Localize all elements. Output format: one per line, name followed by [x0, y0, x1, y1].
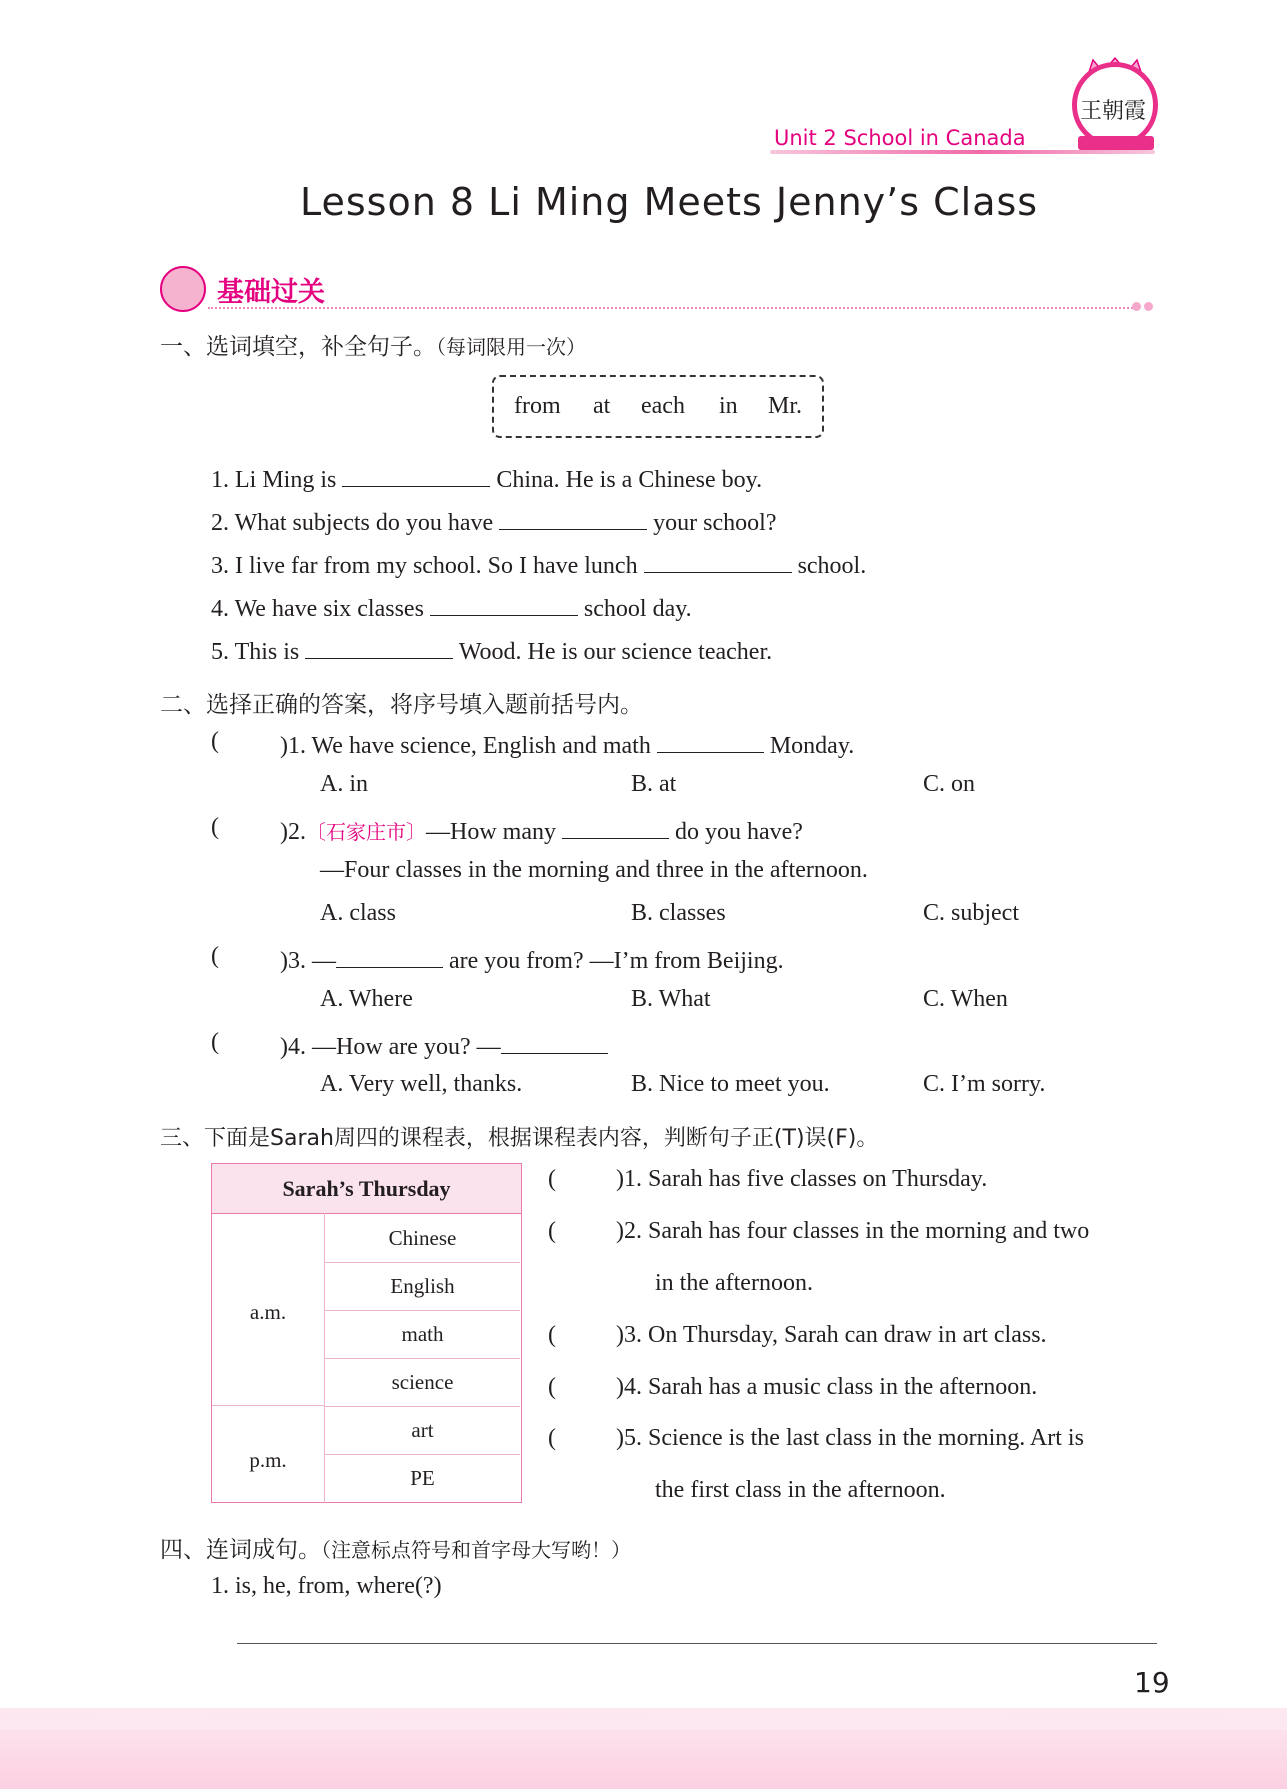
girl-avatar-icon	[160, 266, 206, 312]
option[interactable]: B. What	[631, 986, 711, 1012]
timetable-cell: science	[325, 1358, 520, 1407]
tf-statement: )4. Sarah has a music class in the afternoon.	[616, 1374, 1038, 1400]
option[interactable]: C. When	[923, 986, 1008, 1012]
answer-paren[interactable]: (	[548, 1218, 556, 1244]
timetable-heading: Sarah’s Thursday	[212, 1164, 521, 1214]
q1-item: 2. What subjects do you have your school?	[211, 505, 776, 537]
tf-statement-cont: the first class in the afternoon.	[655, 1477, 946, 1503]
answer-paren[interactable]: (	[211, 728, 219, 754]
q2-item: )1. We have science, English and math Monday.	[280, 728, 854, 760]
q2-item-line2: —Four classes in the morning and three in the afternoon.	[320, 857, 868, 883]
answer-blank[interactable]	[501, 1029, 608, 1054]
q4-title: 四、连词成句。（注意标点符号和首字母大写哟！）	[160, 1537, 631, 1563]
unit-header: Unit 2 School in Canada	[774, 126, 1026, 150]
period-am: a.m.	[249, 1300, 287, 1324]
timetable-cell: English	[325, 1262, 520, 1311]
q2-item: )4. —How are you? —	[280, 1029, 608, 1061]
q1-title: 一、选词填空，补全句子。（每词限用一次）	[160, 334, 586, 360]
option[interactable]: C. subject	[923, 900, 1019, 926]
q1-item: 4. We have six classes school day.	[211, 591, 692, 623]
option[interactable]: A. Where	[320, 986, 413, 1012]
answer-blank[interactable]	[342, 462, 490, 487]
answer-paren[interactable]: (	[211, 1029, 219, 1055]
option[interactable]: A. Very well, thanks.	[320, 1071, 523, 1097]
word-bank-item: in	[719, 393, 738, 419]
answer-paren[interactable]: (	[548, 1374, 556, 1400]
option[interactable]: C. on	[923, 771, 976, 797]
answer-blank[interactable]	[336, 943, 443, 968]
q3-title: 三、下面是Sarah周四的课程表，根据课程表内容，判断句子正(T)误(F)。	[160, 1126, 879, 1151]
option[interactable]: C. I’m sorry.	[923, 1071, 1046, 1097]
tf-statement: )1. Sarah has five classes on Thursday.	[616, 1166, 988, 1192]
word-bank-item: Mr.	[768, 393, 803, 419]
bottom-wave	[0, 1700, 1287, 1730]
option[interactable]: B. Nice to meet you.	[631, 1071, 830, 1097]
logo-ribbon	[1078, 136, 1154, 150]
footer-divider	[237, 1643, 1157, 1644]
answer-blank[interactable]	[305, 634, 453, 659]
q2-title: 二、选择正确的答案，将序号填入题前括号内。	[160, 692, 643, 718]
option[interactable]: A. class	[320, 900, 396, 926]
section-title: 基础过关	[217, 277, 325, 308]
page-number: 19	[1134, 1666, 1170, 1699]
timetable-cell: art	[325, 1406, 520, 1455]
answer-blank[interactable]	[430, 591, 578, 616]
lesson-title: Lesson 8 Li Ming Meets Jenny’s Class	[300, 180, 1039, 224]
timetable-cell: Chinese	[325, 1214, 520, 1263]
option[interactable]: B. at	[631, 771, 677, 797]
answer-paren[interactable]: (	[548, 1425, 556, 1451]
brand-logo-text: 王朝霞	[1080, 99, 1147, 124]
word-bank-item: from	[514, 393, 561, 419]
answer-paren[interactable]: (	[548, 1322, 556, 1348]
source-tag: 〔石家庄市〕	[306, 820, 426, 844]
answer-paren[interactable]: (	[211, 814, 219, 840]
tf-statement: )3. On Thursday, Sarah can draw in art class.	[616, 1322, 1047, 1348]
q1-item: 1. Li Ming is China. He is a Chinese boy.	[211, 462, 762, 494]
answer-paren[interactable]: (	[211, 943, 219, 969]
word-bank-item: each	[641, 393, 685, 419]
option[interactable]: B. classes	[631, 900, 726, 926]
tf-statement: )5. Science is the last class in the morning. Art is	[616, 1425, 1084, 1451]
option[interactable]: A. in	[320, 771, 368, 797]
answer-blank[interactable]	[657, 728, 764, 753]
q1-item: 3. I live far from my school. So I have lunch school.	[211, 548, 866, 580]
word-bank	[492, 375, 824, 438]
q4-item: 1. is, he, from, where(?)	[211, 1573, 442, 1599]
timetable	[211, 1163, 522, 1503]
q1-item: 5. This is Wood. He is our science teacher.	[211, 634, 772, 666]
answer-blank[interactable]	[644, 548, 792, 573]
decorative-dots-icon	[1132, 296, 1156, 315]
q2-item: )3. — are you from? —I’m from Beijing.	[280, 943, 784, 975]
section-divider	[208, 307, 1140, 309]
unit-underline	[770, 150, 1155, 154]
timetable-cell: PE	[410, 1466, 435, 1490]
answer-blank[interactable]	[562, 814, 669, 839]
answer-paren[interactable]: (	[548, 1166, 556, 1192]
period-pm: p.m.	[249, 1448, 287, 1472]
q2-item: )2.〔石家庄市〕—How many do you have?	[280, 814, 803, 846]
timetable-cell: math	[325, 1310, 520, 1359]
word-bank-item: at	[593, 393, 611, 419]
tf-statement-cont: in the afternoon.	[655, 1270, 813, 1296]
answer-blank[interactable]	[499, 505, 647, 530]
tf-statement: )2. Sarah has four classes in the morning and two	[616, 1218, 1090, 1244]
